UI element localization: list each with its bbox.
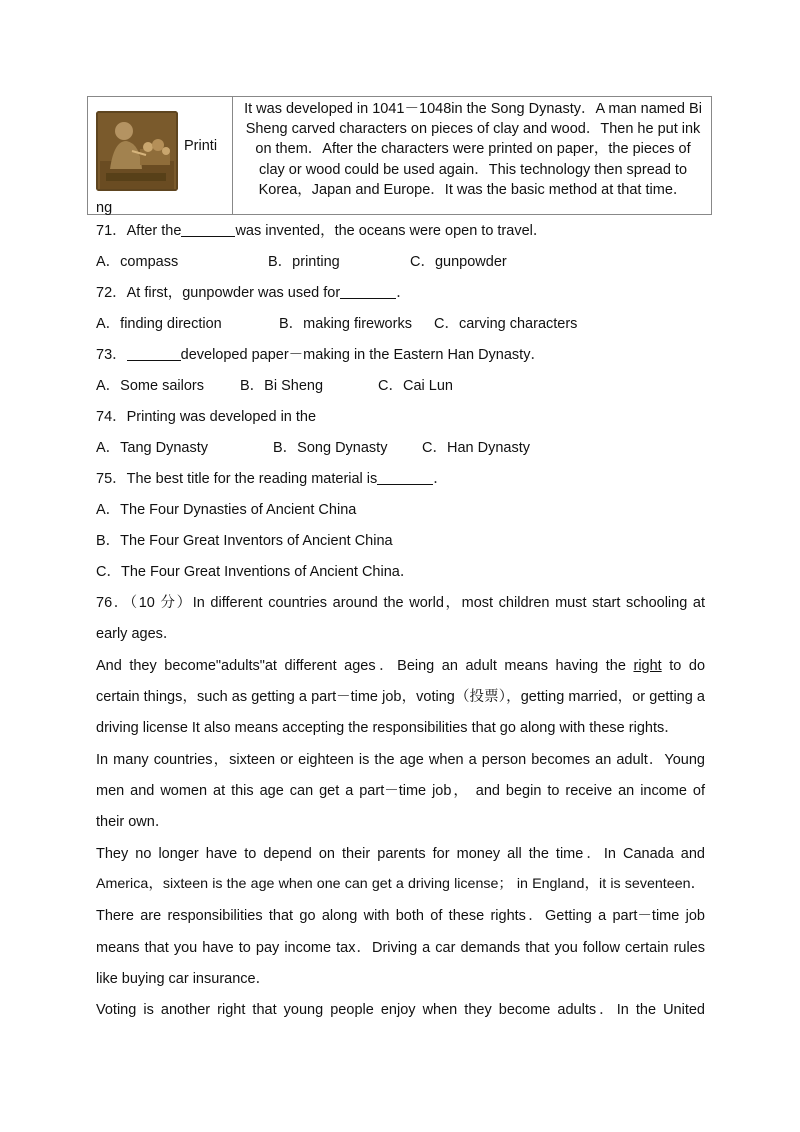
question-71: 71．After the was invented，the oceans were open to travel． bbox=[96, 223, 548, 239]
q71-option-c: C．gunpowder bbox=[410, 254, 507, 270]
printing-info-table bbox=[87, 96, 712, 215]
description-line: clay or wood could be used again．This technology then spread to bbox=[258, 161, 688, 178]
table-label-part1: Printi bbox=[184, 138, 218, 154]
q72-option-a: A．finding direction bbox=[96, 316, 222, 332]
q74-option-a: A．Tang Dynasty bbox=[96, 440, 209, 456]
description-line: Korea，Japan and Europe．It was the basic method at that time． bbox=[258, 181, 688, 198]
q72-option-b: B．making fireworks bbox=[279, 316, 412, 332]
q72-option-c: C．carving characters bbox=[434, 316, 578, 332]
passage-paragraph-3-line: They no longer have to depend on their parents for money all the time．In Canada and bbox=[96, 846, 705, 862]
passage-paragraph-2-line: In many countries，sixteen or eighteen is the age when a person becomes an adult．Young bbox=[96, 752, 705, 768]
passage-paragraph-2-line: men and women at this age can get a part－time job， and begin to receive an income of bbox=[96, 783, 705, 799]
answer-blank bbox=[127, 346, 181, 361]
table-divider bbox=[232, 97, 233, 214]
answer-blank bbox=[340, 284, 396, 299]
passage-paragraph-3-line: America，sixteen is the age when one can get a driving license； in England，it is seventeen． bbox=[96, 876, 705, 892]
passage-intro-line: 76．（10 分）In different countries around the world，most children must start schooling at bbox=[96, 595, 705, 611]
passage-intro-line: early ages． bbox=[96, 626, 178, 642]
q71-option-a: A．compass bbox=[96, 254, 179, 270]
description-line: Sheng carved characters on pieces of clay and wood．Then he put ink bbox=[245, 121, 701, 138]
passage-paragraph-1-line: driving license It also means accepting the responsibilities that go along with these rights． bbox=[96, 720, 679, 736]
q74-option-b: B．Song Dynasty bbox=[273, 440, 388, 456]
printing-illustration-image bbox=[96, 111, 178, 191]
answer-blank bbox=[377, 470, 433, 485]
underlined-word: right bbox=[633, 658, 662, 674]
question-72: 72．At first，gunpowder was used for ． bbox=[96, 285, 411, 301]
description-line: on them．After the characters were printed on paper，the pieces of bbox=[255, 141, 691, 158]
passage-paragraph-3-line: like buying car insurance． bbox=[96, 971, 271, 987]
q75-option-c: C．The Four Great Inventions of Ancient China． bbox=[96, 564, 415, 580]
passage-paragraph-4-line: Voting is another right that young people enjoy when they become adults．In the United bbox=[96, 1002, 705, 1018]
table-label-cell bbox=[88, 97, 232, 214]
question-74: 74．Printing was developed in the bbox=[96, 409, 317, 425]
table-label-part2: ng bbox=[96, 200, 113, 216]
q73-option-c: C．Cai Lun bbox=[378, 378, 453, 394]
q75-option-b: B．The Four Great Inventors of Ancient China bbox=[96, 533, 393, 549]
answer-blank bbox=[181, 222, 235, 237]
passage-paragraph-1-line: certain things，such as getting a part－time job，voting（投票），getting married，or getting a bbox=[96, 689, 705, 705]
passage-paragraph-2-line: their own． bbox=[96, 814, 170, 830]
q73-option-b: B．Bi Sheng bbox=[240, 378, 324, 394]
passage-paragraph-3-line: means that you have to pay income tax．Driving a car demands that you follow certain rules bbox=[96, 940, 705, 956]
question-75: 75．The best title for the reading material is ． bbox=[96, 471, 448, 487]
passage-paragraph-3-line: There are responsibilities that go along with both of these rights．Getting a part－time job bbox=[96, 908, 705, 924]
q73-option-a: A．Some sailors bbox=[96, 378, 204, 394]
passage-paragraph-1-line: And they become"adults"at different ages．Being an adult means having the right to do bbox=[96, 658, 706, 674]
table-description-cell bbox=[238, 99, 708, 200]
description-line: It was developed in 1041－1048in the Song Dynasty．A man named Bi bbox=[244, 101, 702, 117]
q74-option-c: C．Han Dynasty bbox=[422, 440, 530, 456]
q71-option-b: B．printing bbox=[268, 254, 340, 270]
question-73: 73． developed paper－making in the Eastern Han Dynasty． bbox=[96, 347, 545, 363]
q75-option-a: A．The Four Dynasties of Ancient China bbox=[96, 502, 357, 518]
